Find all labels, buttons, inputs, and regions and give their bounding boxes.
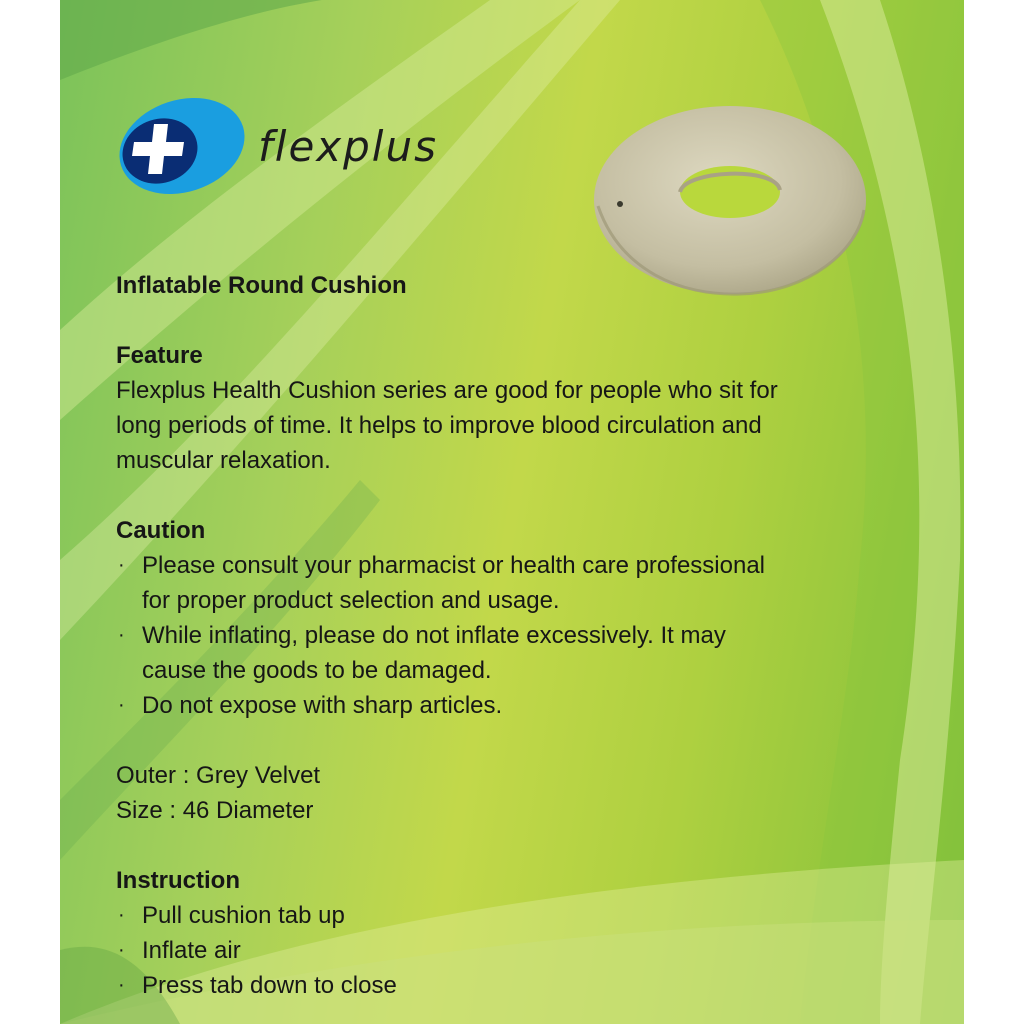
product-title: Inflatable Round Cushion bbox=[116, 272, 407, 299]
list-item bbox=[116, 618, 936, 688]
feature-text-line: long periods of time. It helps to improve blood circulation and bbox=[116, 412, 762, 439]
instruction-text: Press tab down to close bbox=[142, 972, 397, 999]
instruction-list bbox=[116, 898, 936, 1003]
outer-material: Outer : Grey Velvet bbox=[116, 762, 321, 789]
bullet-icon: · bbox=[118, 939, 125, 961]
bullet-icon: · bbox=[118, 974, 125, 996]
caution-text: While inflating, please do not inflate excessively. It may bbox=[142, 622, 726, 649]
feature-text-line: Flexplus Health Cushion series are good for people who sit for bbox=[116, 377, 778, 404]
instruction-text: Pull cushion tab up bbox=[142, 902, 345, 929]
size-spec: Size : 46 Diameter bbox=[116, 797, 314, 824]
plus-badge-icon bbox=[116, 96, 248, 196]
product-card bbox=[60, 0, 964, 1024]
bullet-icon: · bbox=[118, 624, 125, 646]
caution-list bbox=[116, 548, 936, 723]
list-item bbox=[116, 898, 936, 933]
instruction-text: Inflate air bbox=[142, 937, 241, 964]
bullet-icon: · bbox=[118, 904, 125, 926]
caution-text: Do not expose with sharp articles. bbox=[142, 692, 503, 719]
brand-wordmark: flexplus bbox=[258, 122, 438, 171]
caution-heading: Caution bbox=[116, 517, 206, 544]
caution-text: for proper product selection and usage. bbox=[142, 587, 560, 614]
bullet-icon: · bbox=[118, 554, 125, 576]
caution-text: Please consult your pharmacist or health care professional bbox=[142, 552, 765, 579]
list-item bbox=[116, 933, 936, 968]
bullet-icon: · bbox=[118, 694, 125, 716]
list-item bbox=[116, 548, 936, 618]
feature-text-line: muscular relaxation. bbox=[116, 447, 331, 474]
feature-heading: Feature bbox=[116, 342, 203, 369]
list-item bbox=[116, 688, 936, 723]
brand-logo bbox=[116, 92, 476, 202]
caution-text: cause the goods to be damaged. bbox=[142, 657, 492, 684]
instruction-heading: Instruction bbox=[116, 867, 240, 894]
product-description bbox=[116, 268, 936, 1003]
list-item bbox=[116, 968, 936, 1003]
